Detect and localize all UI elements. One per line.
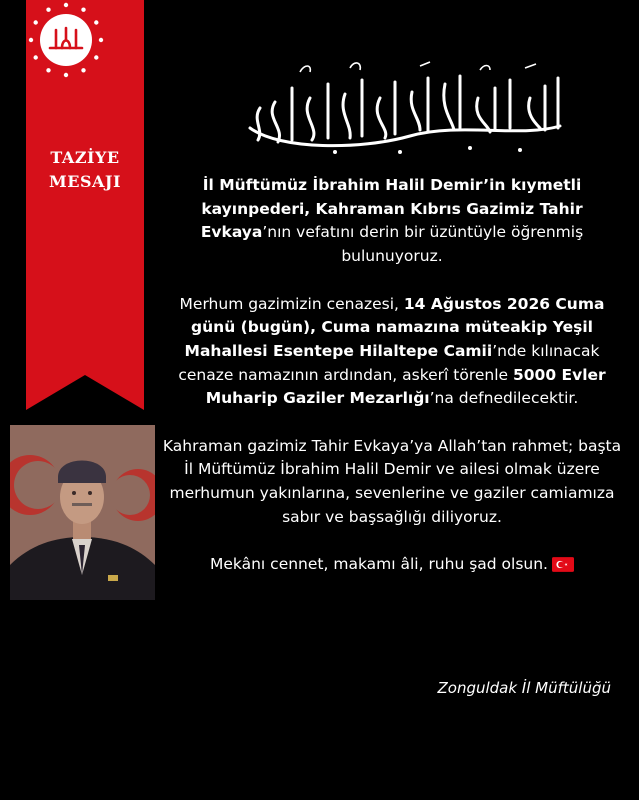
arabic-calligraphy-icon xyxy=(240,58,570,158)
funeral-text-3: ’na defnedilecektir. xyxy=(429,389,579,408)
funeral-date-place: 14 Ağustos 2026 Cuma günü (bugün), Cuma namazına müteakip Yeşil Mahallesi Esentepe Hilaltepe Camii xyxy=(184,294,605,360)
paragraph-announcement xyxy=(162,174,622,269)
cemetery-name: 5000 Evler Muharip Gaziler Mezarlığı xyxy=(205,365,606,408)
condolence-message xyxy=(162,174,622,601)
portrait-photo-icon xyxy=(10,425,155,600)
taziye-banner xyxy=(26,0,144,410)
banner-title xyxy=(26,146,144,194)
funeral-text-1: Merhum gazimizin cenazesi, xyxy=(179,294,404,313)
announcement-bold: İl Müftümüz İbrahim Halil Demir’in kıymetli kayınpederi, Kahraman Kıbrıs Gazimiz Tahir Evkaya xyxy=(200,176,583,242)
banner-title-line2: MESAJI xyxy=(49,172,121,191)
announcement-text: ’nın vefatını derin bir üzüntüyle öğrenmiş bulunuyoruz. xyxy=(262,223,584,266)
diyanet-logo-icon xyxy=(26,0,106,80)
condolence-text: Kahraman gazimiz Tahir Evkaya’ya Allah’tan rahmet; başta İl Müftümüz İbrahim Halil Demir ve ailesi olmak üzere merhumun yakınlarına, sevenlerine ve gaziler camiamıza sabır ve başsağlığı diliyoruz. xyxy=(162,436,622,526)
portrait-photo xyxy=(10,425,155,600)
banner-title-line1: TAZİYE xyxy=(50,148,120,167)
paragraph-prayer xyxy=(162,553,622,577)
prayer-text: Mekânı cennet, makamı âli, ruhu şad olsun. xyxy=(210,555,548,574)
paragraph-funeral-details xyxy=(162,293,622,412)
paragraph-condolence xyxy=(162,435,622,530)
signature: Zonguldak İl Müftülüğü xyxy=(437,679,611,697)
turkish-flag-icon xyxy=(552,557,574,572)
funeral-text-2: ’nde kılınacak cenaze namazının ardından, askerî törenle xyxy=(178,341,600,384)
